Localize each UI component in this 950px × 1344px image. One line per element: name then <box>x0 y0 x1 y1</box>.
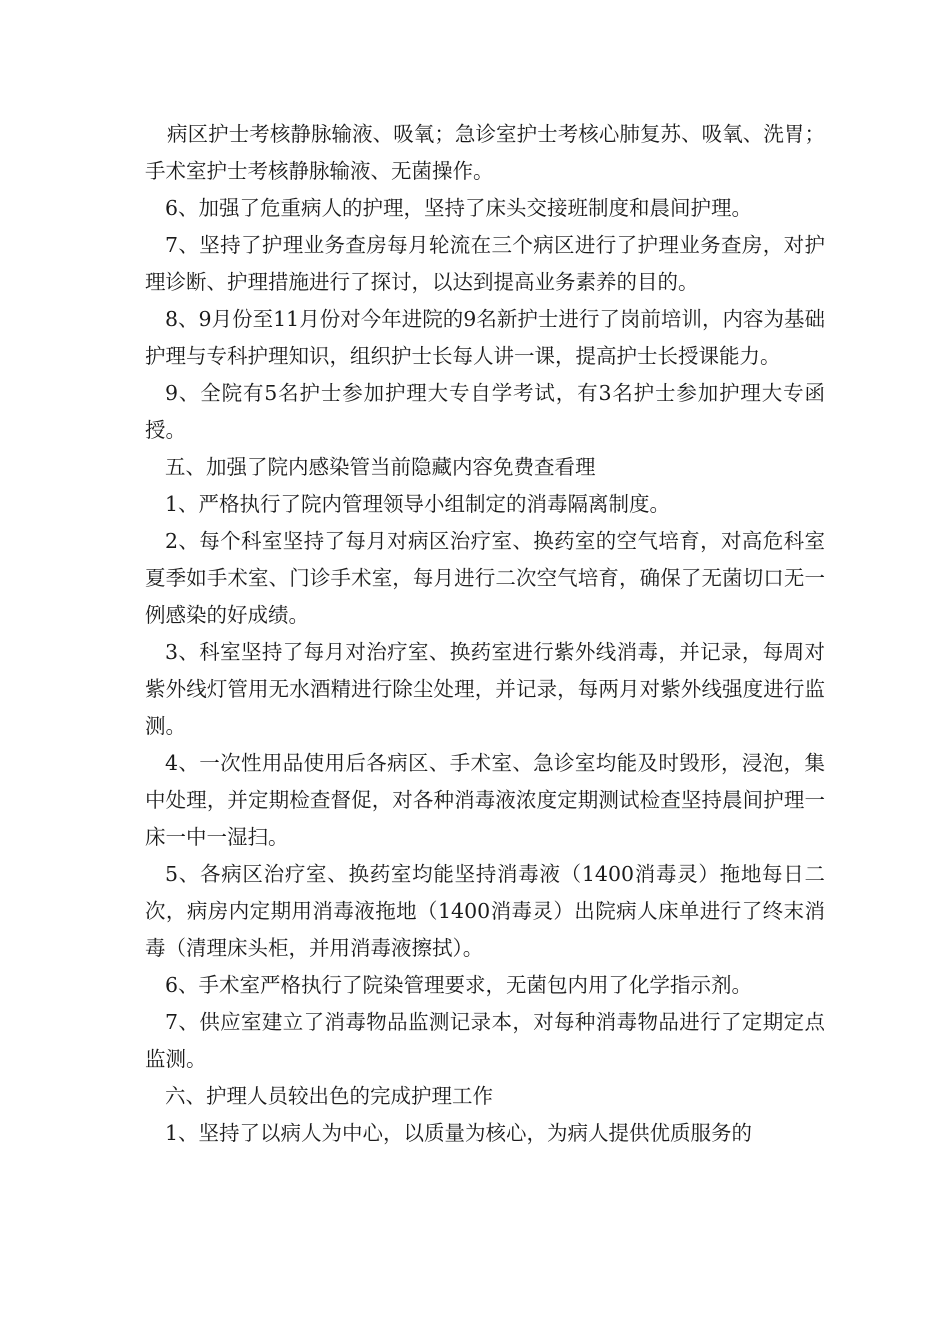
paragraph-infection-item-3: 3、科室坚持了每月对治疗室、换药室进行紫外线消毒，并记录，每周对紫外线灯管用无水酒精进行除尘处理，并记录，每两月对紫外线强度进行监测。 <box>145 640 825 738</box>
paragraph-infection-item-7: 7、供应室建立了消毒物品监测记录本，对每种消毒物品进行了定期定点监测。 <box>145 1010 825 1071</box>
section-heading-nursing-staff: 六、护理人员较出色的完成护理工作 <box>165 1084 493 1108</box>
paragraph-infection-item-4: 4、一次性用品使用后各病区、手术室、急诊室均能及时毁形，浸泡，集中处理，并定期检查督促，对各种消毒液浓度定期测试检查坚持晨间护理一床一中一湿扫。 <box>145 751 825 849</box>
document-page <box>145 116 825 1152</box>
paragraph-infection-item-1: 1、严格执行了院内管理领导小组制定的消毒隔离制度。 <box>165 492 671 516</box>
paragraph-infection-item-2: 2、每个科室坚持了每月对病区治疗室、换药室的空气培育，对高危科室夏季如手术室、门诊手术室，每月进行二次空气培育，确保了无菌切口无一例感染的好成绩。 <box>145 529 825 627</box>
paragraph-item-9-exams: 9、全院有5名护士参加护理大专自学考试，有3名护士参加护理大专函授。 <box>145 381 825 442</box>
paragraph-infection-item-5: 5、各病区治疗室、换药室均能坚持消毒液（1400消毒灵）拖地每日二次，病房内定期用消毒液拖地（1400消毒灵）出院病人床单进行了终末消毒（清理床头柜，并用消毒液擦拭）。 <box>145 862 825 960</box>
paragraph-nursing-item-1: 1、坚持了以病人为中心，以质量为核心，为病人提供优质服务的 <box>165 1121 753 1145</box>
paragraph-exam-items: 病区护士考核静脉输液、吸氧；急诊室护士考核心肺复苏、吸氧、洗胃；手术室护士考核静脉输液、无菌操作。 <box>145 122 825 183</box>
paragraph-item-7-ward-rounds: 7、坚持了护理业务查房每月轮流在三个病区进行了护理业务查房，对护理诊断、护理措施进行了探讨，以达到提高业务素养的目的。 <box>145 233 825 294</box>
paragraph-item-6-critical-care: 6、加强了危重病人的护理，坚持了床头交接班制度和晨间护理。 <box>165 196 753 220</box>
section-heading-infection-control: 五、加强了院内感染管当前隐藏内容免费查看理 <box>165 455 596 479</box>
paragraph-infection-item-6: 6、手术室严格执行了院染管理要求，无菌包内用了化学指示剂。 <box>165 973 753 997</box>
paragraph-item-8-training: 8、9月份至11月份对今年进院的9名新护士进行了岗前培训，内容为基础护理与专科护理知识，组织护士长每人讲一课，提高护士长授课能力。 <box>145 307 825 368</box>
